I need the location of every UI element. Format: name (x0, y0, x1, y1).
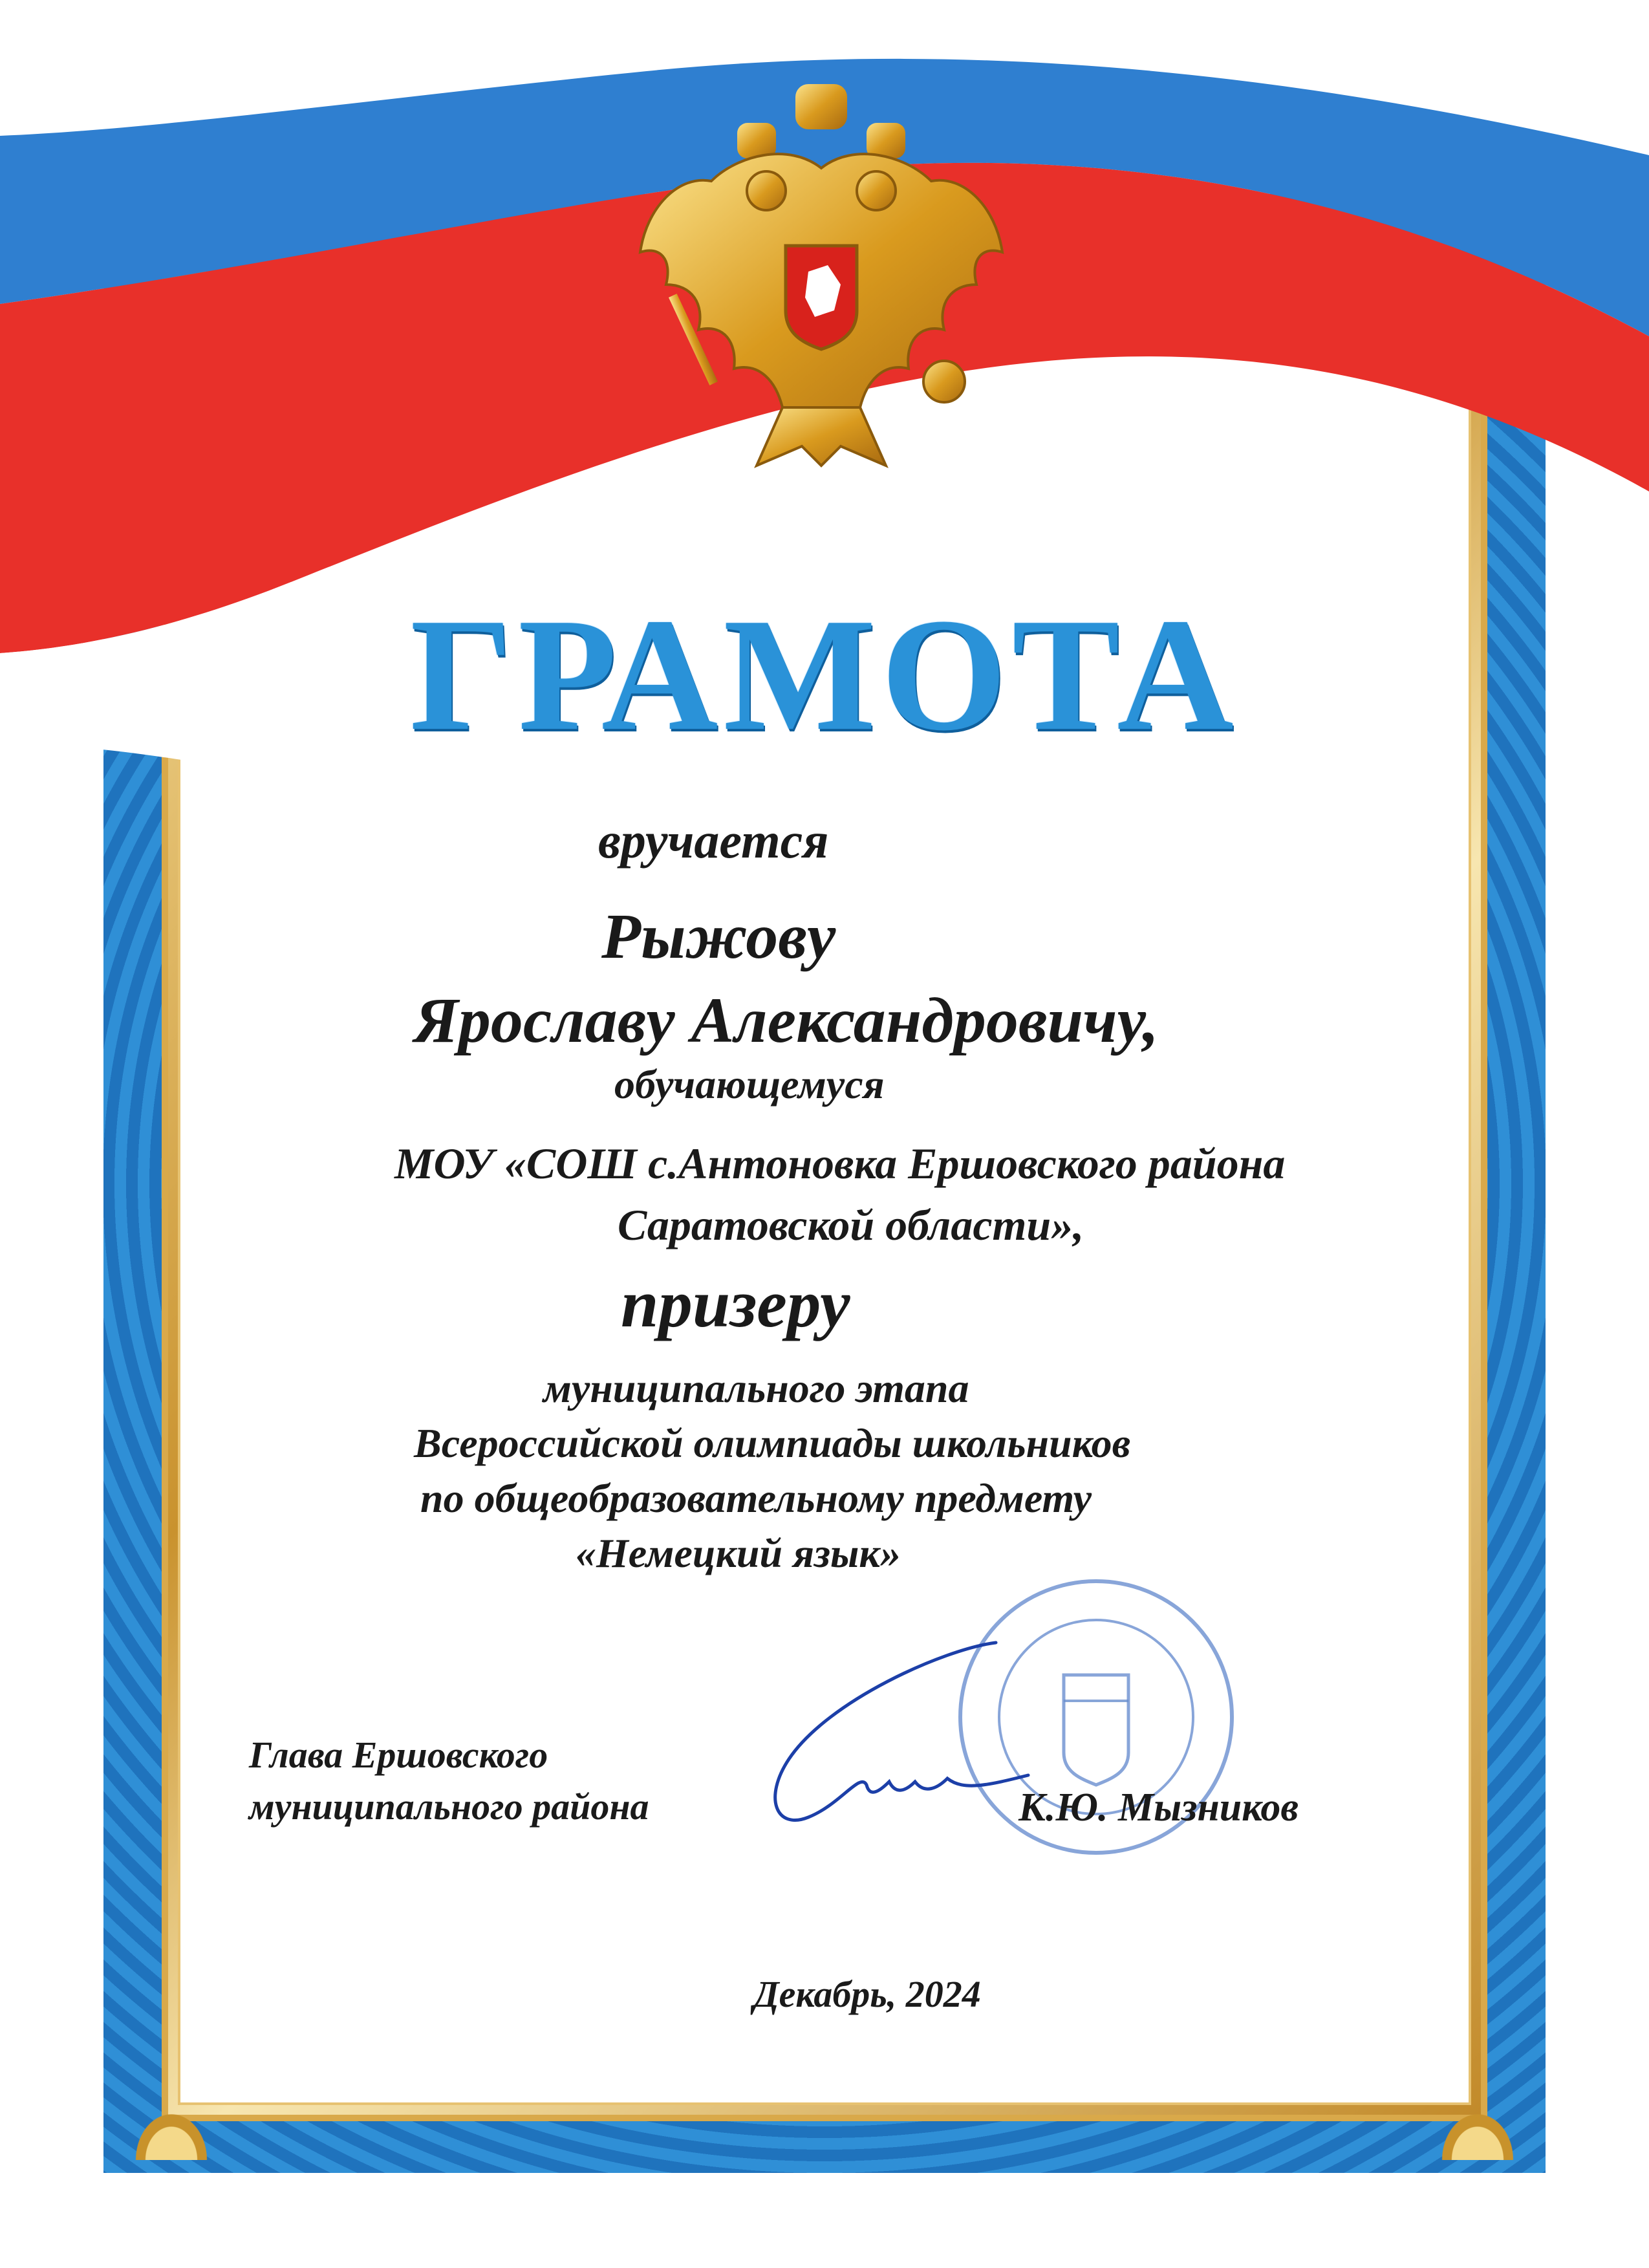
signer-title-line-2: муниципального района (249, 1786, 649, 1828)
coat-of-arms-emblem (621, 78, 1022, 479)
awarded-text: вручается (598, 812, 829, 869)
school-line-1: МОУ «СОШ с.Антоновка Ершовского района (394, 1139, 1286, 1188)
seal-shield-icon (1064, 1675, 1128, 1785)
corner-ornament-bottom-right (1432, 2102, 1523, 2160)
event-line-1: муниципального этапа (543, 1365, 969, 1411)
school-line-2: Саратовской области», (618, 1200, 1084, 1249)
issue-date: Декабрь, 2024 (753, 1973, 981, 2015)
place-text: призеру (621, 1266, 850, 1341)
certificate-title: ГРАМОТА (410, 585, 1239, 764)
orb-icon (923, 361, 965, 402)
signer-title-line-1: Глава Ершовского (249, 1734, 548, 1776)
handwritten-signature (750, 1630, 1041, 1850)
event-line-2: Всероссийской олимпиады школьников (414, 1420, 1131, 1466)
event-line-3: по общеобразовательному предмету (420, 1475, 1092, 1521)
recipient-role: обучающемуся (614, 1061, 885, 1107)
recipient-given-names: Ярославу Александровичу, (414, 984, 1159, 1056)
subject-text: «Немецкий язык» (576, 1530, 901, 1576)
corner-ornament-bottom-left (126, 2102, 217, 2160)
shield-icon (786, 246, 857, 349)
recipient-surname: Рыжову (601, 900, 836, 972)
signer-name: К.Ю. Мызников (1018, 1786, 1299, 1830)
crown-icon (737, 84, 905, 158)
